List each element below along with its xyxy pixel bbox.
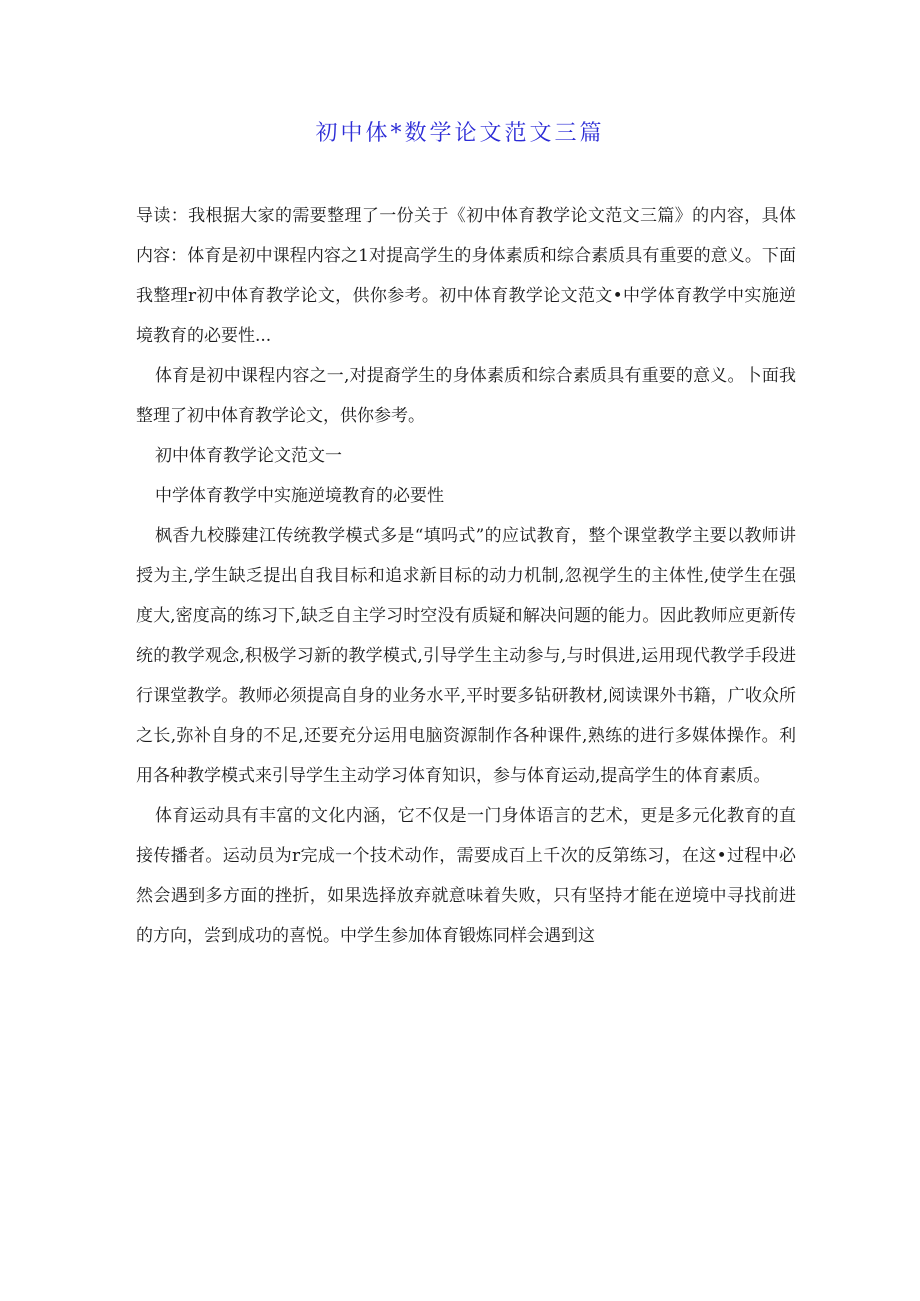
- body-paragraph: 枫香九校滕建江传统教学模式多是“填吗式”的应试教育，整个课堂教学主要以教师讲授为主,学生缺乏提出自我目标和追求新目标的动力机制,忽视学生的主体性,使学生在强度大,密度高的练习下,缺乏自主学习时空没有质疑和解决问题的能力。因此教师应更新传统的教学观念,积极学习新的教学模式,引导学生主动参与,与时俱进,运用现代教学手段进行课堂教学。教师必须提高自身的业务水平,平时要多钻研教材,阅读课外书籍，广收众所之长,弥补自身的不足,还要充分运用电脑资源制作各种课件,熟练的进行多媒体操作。利用各种教学模式来引导学生主动学习体育知识，参与体育运动,提高学生的体育素质。: [136, 526, 796, 786]
- intro-paragraph: 导读：我根据大家的需要整理了一份关于《初中体育教学论文范文三篇》的内容，具体内容：体育是初中课程内容之1对提高学生的身体素质和综合素质具有重要的意义。下面我整理r初中体育教学论文，供你参考。初中体育教学论文范文•中学体育教学中实施逆境教育的必要性...: [136, 206, 796, 346]
- article-title: 中学体育教学中实施逆境教育的必要性: [155, 486, 444, 506]
- section-heading: 初中体育教学论文范文一: [155, 446, 342, 466]
- body-paragraph: 体育运动具有丰富的文化内涵，它不仅是一门身体语言的艺术，更是多元化教育的直接传播者。运动员为r完成一个技术动作，需要成百上千次的反第练习，在这•过程中必然会遇到多方面的挫折，如果选择放弃就意味着失败，只有坚持才能在逆境中寻找前进的方向，尝到成功的喜悦。中学生参加体育锻炼同样会遇到这: [136, 806, 796, 946]
- document-title: 初中体*数学论文范文三篇: [315, 121, 605, 146]
- body-paragraph: 体育是初中课程内容之一,对提裔学生的身体素质和综合素质具有重要的意义。卜面我整理了初中体育教学论文，供你参考。: [136, 366, 796, 426]
- document-body: [136, 196, 796, 956]
